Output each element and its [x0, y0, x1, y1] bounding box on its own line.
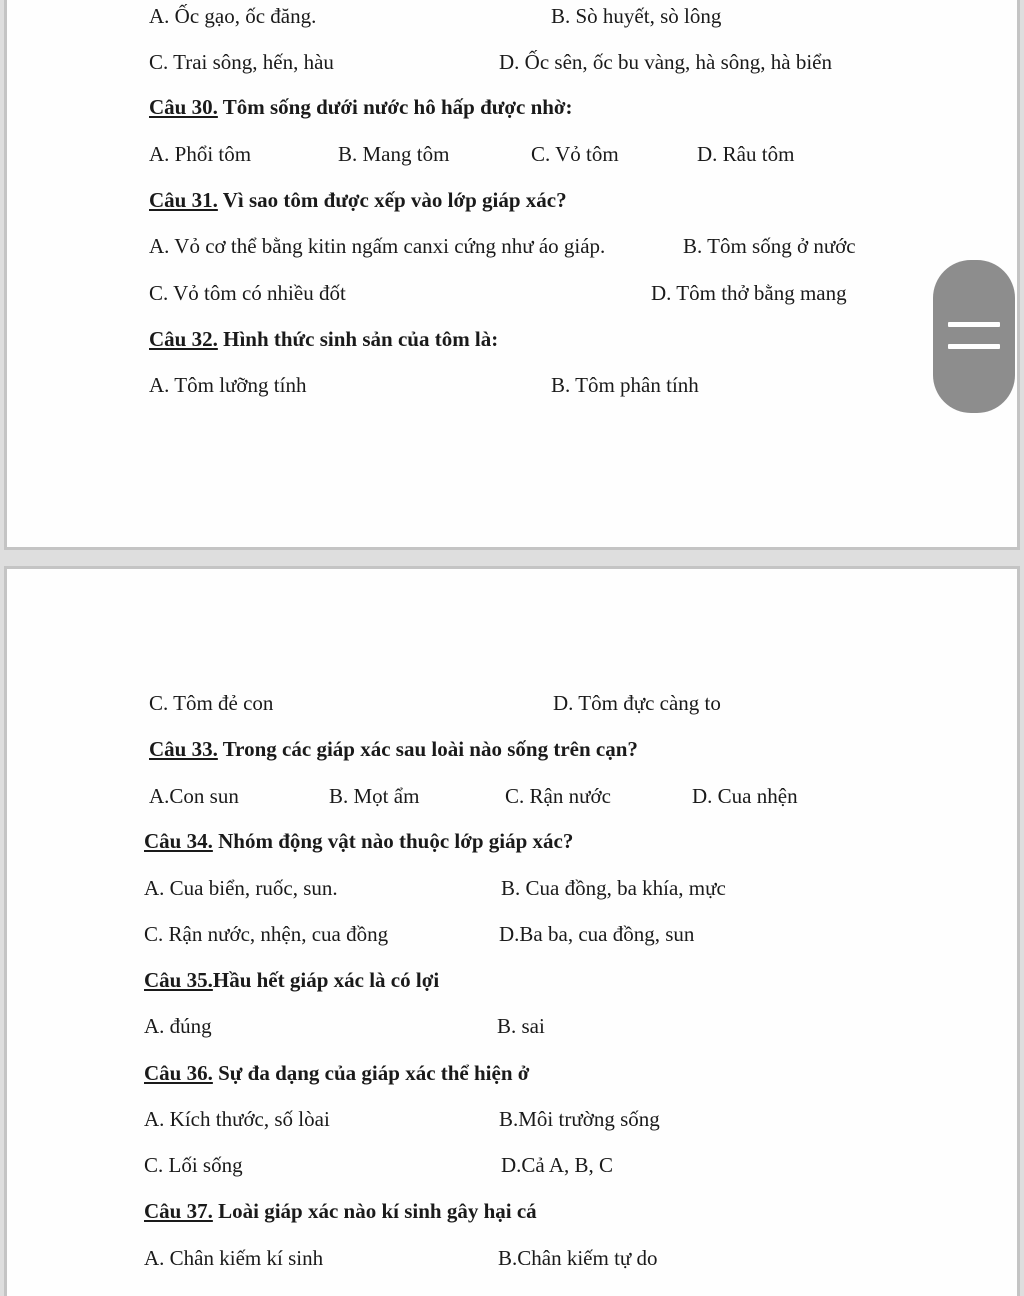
question-30	[149, 97, 573, 118]
question-36	[144, 1063, 529, 1084]
q33-option-d: D. Cua nhện	[692, 784, 798, 808]
q36-option-d: D.Cả A, B, C	[501, 1153, 614, 1177]
q32-option-b: B. Tôm phân tính	[551, 373, 699, 397]
q31-option-d: D. Tôm thở bằng mang	[651, 281, 847, 305]
question-number: Câu 37.	[144, 1199, 213, 1223]
question-number: Câu 33.	[149, 737, 218, 761]
question-text: Tôm sống dưới nước hô hấp được nhờ:	[217, 95, 573, 119]
question-text: Hình thức sinh sản của tôm là:	[217, 327, 499, 351]
q34-option-c: C. Rận nước, nhện, cua đồng	[144, 922, 389, 946]
q36-option-b: B.Môi trường sống	[499, 1107, 660, 1131]
q36-option-c: C. Lối sống	[144, 1153, 243, 1177]
q31-option-c: C. Vỏ tôm có nhiều đốt	[149, 281, 346, 305]
q30-option-a: A. Phổi tôm	[149, 142, 252, 166]
q34-option-a: A. Cua biển, ruốc, sun.	[144, 876, 338, 900]
question-number: Câu 31.	[149, 188, 218, 212]
q32-option-c: C. Tôm đẻ con	[149, 691, 274, 715]
grip-line-top	[948, 322, 1000, 327]
question-number: Câu 35.	[144, 968, 213, 992]
q29-option-d: D. Ốc sên, ốc bu vàng, hà sông, hà biển	[499, 50, 833, 74]
question-text: Vì sao tôm được xếp vào lớp giáp xác?	[217, 188, 567, 212]
q30-option-b: B. Mang tôm	[338, 142, 450, 166]
question-number: Câu 32.	[149, 327, 218, 351]
q30-option-c: C. Vỏ tôm	[531, 142, 619, 166]
question-text: Loài giáp xác nào kí sinh gây hại cá	[212, 1199, 537, 1223]
q37-option-b: B.Chân kiếm tự do	[498, 1246, 658, 1270]
question-text: Nhóm động vật nào thuộc lớp giáp xác?	[212, 829, 574, 853]
document-page-1	[4, 0, 1020, 550]
question-text: Trong các giáp xác sau loài nào sống trên cạn?	[217, 737, 638, 761]
question-32	[149, 329, 498, 350]
question-number: Câu 30.	[149, 95, 218, 119]
q33-option-c: C. Rận nước	[505, 784, 611, 808]
q35-option-b: B. sai	[497, 1014, 545, 1038]
document-page-2	[4, 566, 1020, 1296]
question-34	[144, 831, 573, 852]
q33-option-a: A.Con sun	[149, 784, 239, 808]
q34-option-b: B. Cua đồng, ba khía, mực	[501, 876, 726, 900]
q29-option-b: B. Sò huyết, sò lông	[551, 4, 722, 28]
grip-line-bottom	[948, 344, 1000, 349]
question-number: Câu 36.	[144, 1061, 213, 1085]
question-35	[144, 970, 439, 991]
q32-option-d: D. Tôm đực càng to	[553, 691, 721, 715]
question-text: Sự đa dạng của giáp xác thể hiện ở	[212, 1061, 530, 1085]
q29-option-a: A. Ốc gạo, ốc đăng.	[149, 4, 317, 28]
q34-option-d: D.Ba ba, cua đồng, sun	[499, 922, 695, 946]
question-31	[149, 190, 567, 211]
q31-option-b: B. Tôm sống ở nước	[683, 234, 856, 258]
q31-option-a: A. Vỏ cơ thể bằng kitin ngấm canxi cứng như áo giáp.	[149, 234, 606, 258]
q37-option-a: A. Chân kiếm kí sinh	[144, 1246, 324, 1270]
question-text: Hầu hết giáp xác là có lợi	[212, 968, 440, 992]
q36-option-a: A. Kích thước, số lòai	[144, 1107, 330, 1131]
q32-option-a: A. Tôm lưỡng tính	[149, 373, 307, 397]
question-37	[144, 1201, 537, 1222]
q29-option-c: C. Trai sông, hến, hàu	[149, 50, 334, 74]
scroll-handle[interactable]	[933, 260, 1015, 413]
q30-option-d: D. Râu tôm	[697, 142, 795, 166]
q33-option-b: B. Mọt ẩm	[329, 784, 420, 808]
question-33	[149, 739, 638, 760]
question-number: Câu 34.	[144, 829, 213, 853]
q35-option-a: A. đúng	[144, 1014, 212, 1038]
